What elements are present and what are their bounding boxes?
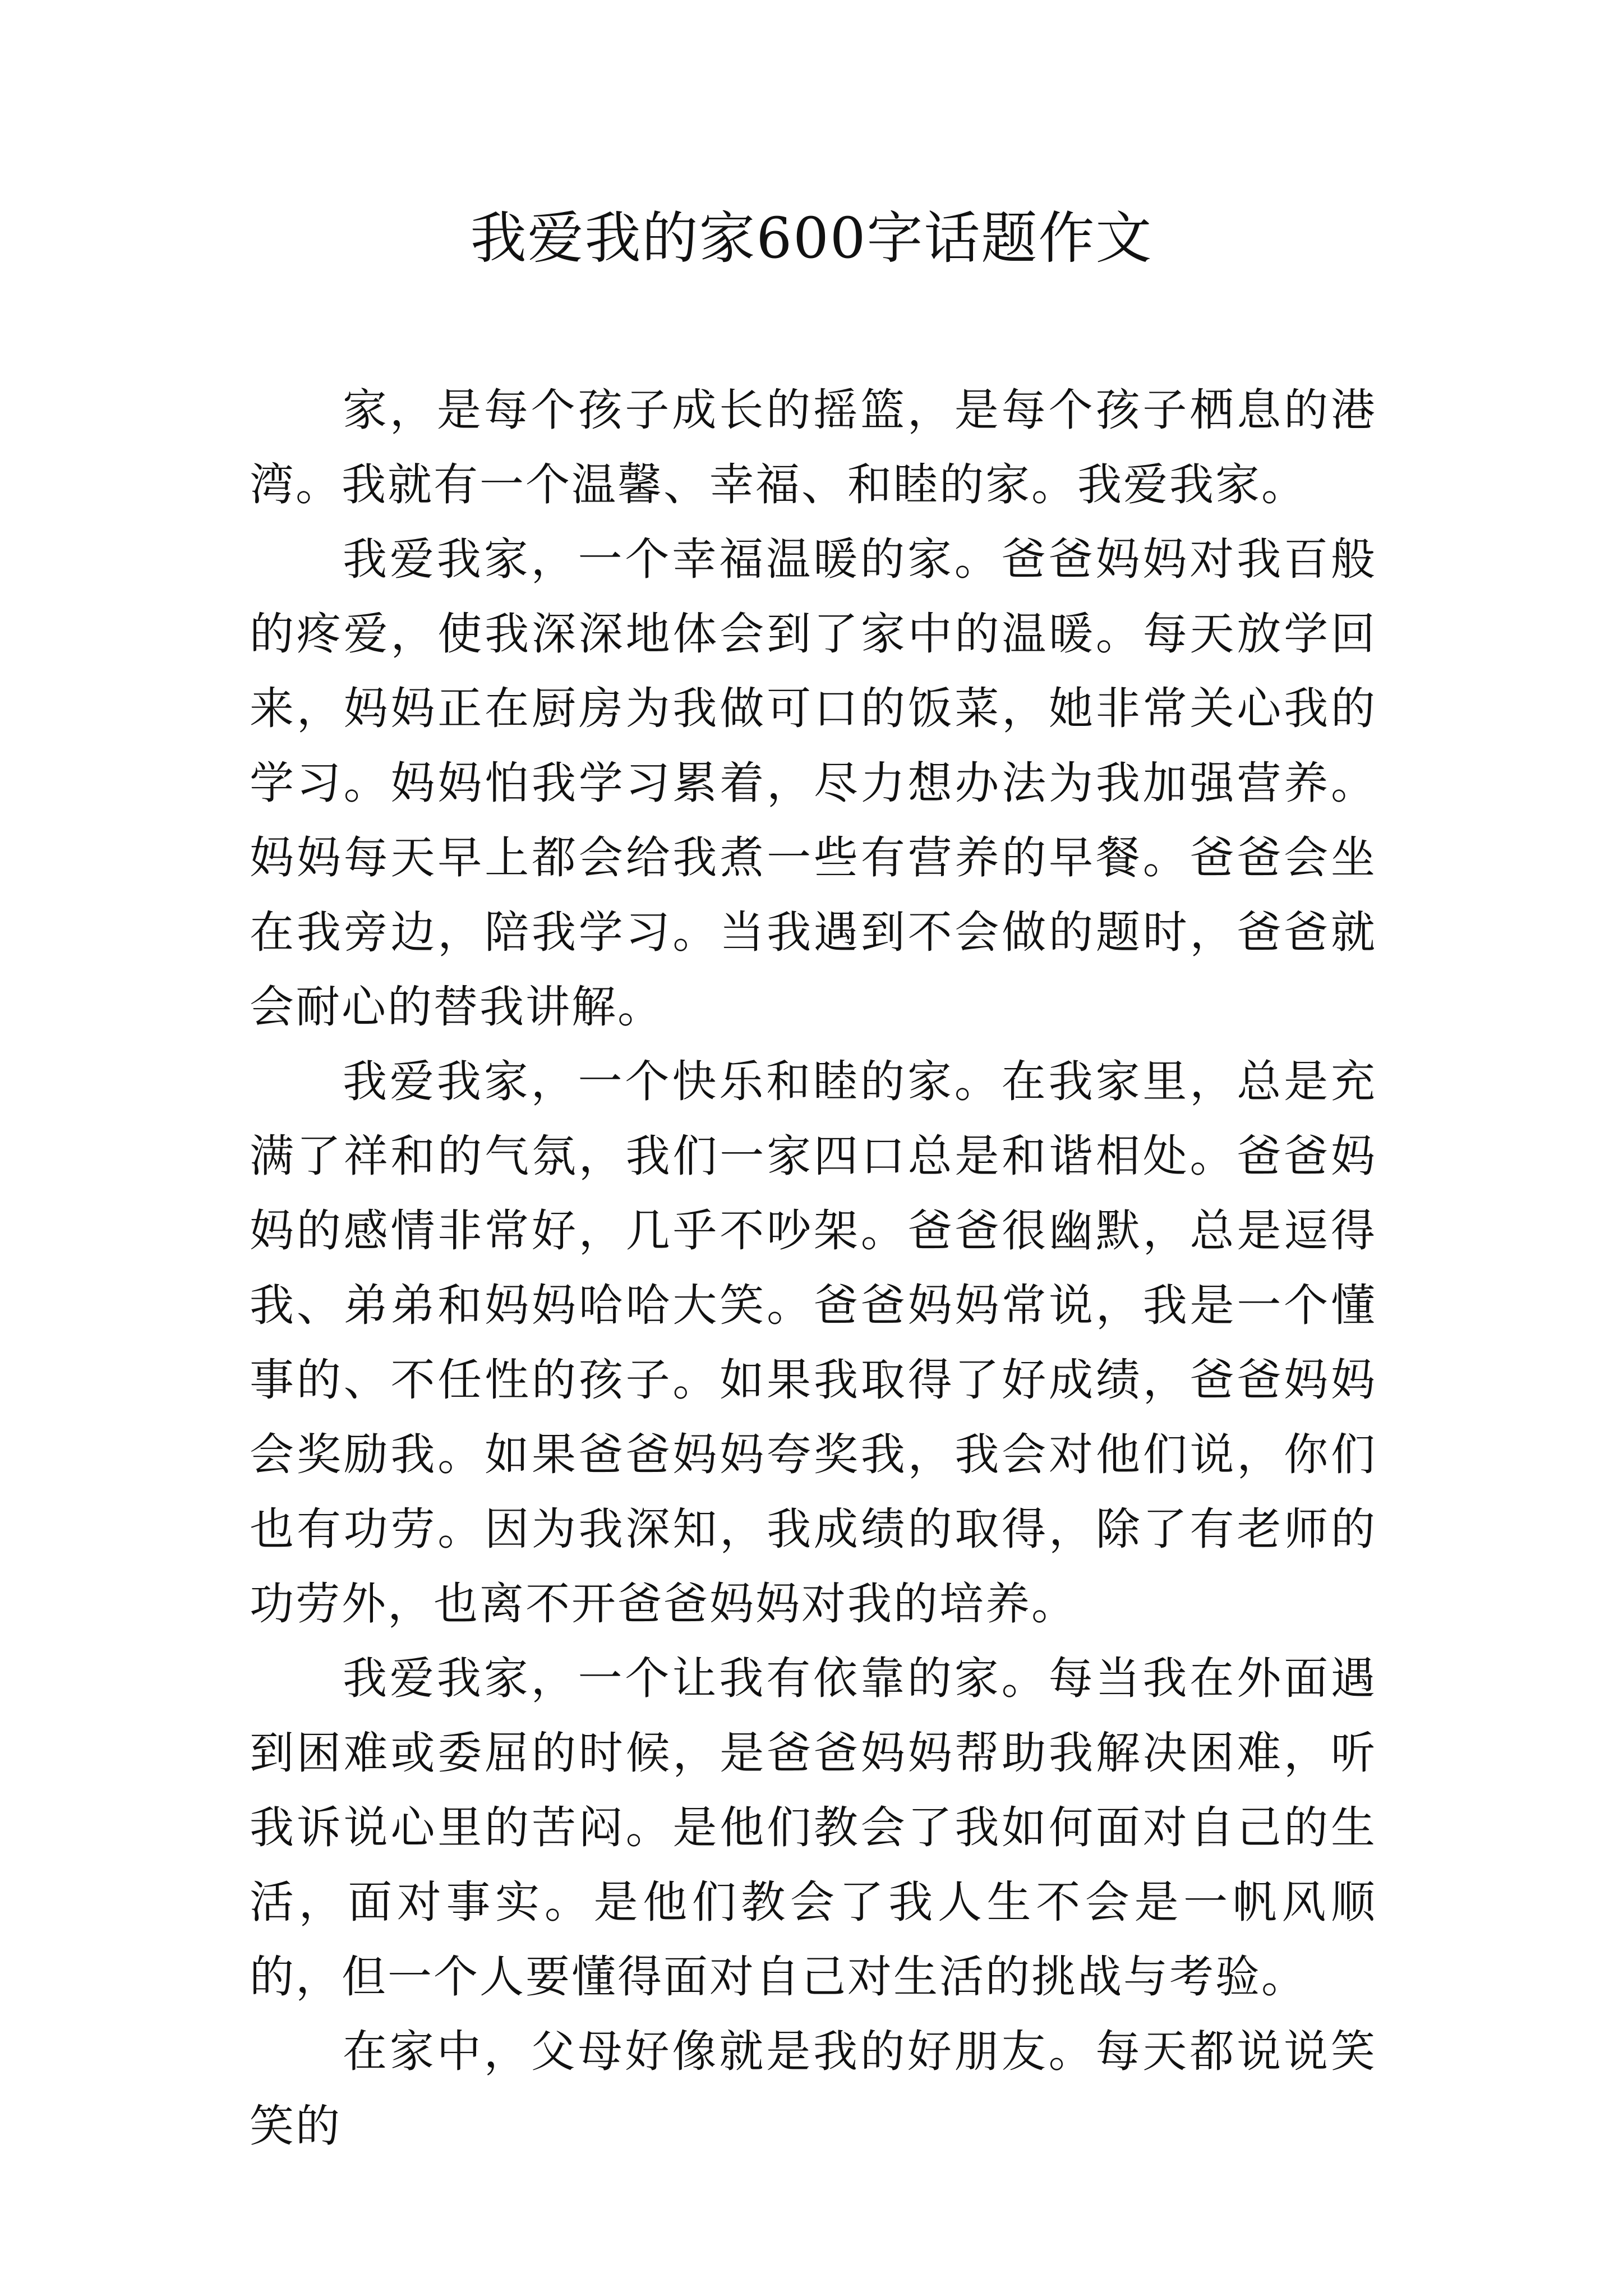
paragraph-5: 在家中，父母好像就是我的好朋友。每天都说说笑笑的 [250,2026,1377,2152]
paragraph-2: 我爱我家，一个幸福温暖的家。爸爸妈妈对我百般的疼爱，使我深深地体会到了家中的温暖。每天放学回来，妈妈正在厨房为我做可口的饭菜，她非常关心我的学习。妈妈怕我学习累着，尽力想办法为我加强营养。妈妈每天早上都会给我煮一些有营养的早餐。爸爸会坐在我旁边，陪我学习。当我遇到不会做的题时，爸爸就会耐心的替我讲解。 [250,533,1377,1033]
paragraph-1: 家，是每个孩子成长的摇篮，是每个孩子栖息的港湾。我就有一个温馨、幸福、和睦的家。我爱我家。 [250,384,1377,510]
paragraph-3: 我爱我家，一个快乐和睦的家。在我家里，总是充满了祥和的气氛，我们一家四口总是和谐相处。爸爸妈妈的感情非常好，几乎不吵架。爸爸很幽默，总是逗得我、弟弟和妈妈哈哈大笑。爸爸妈妈常说，我是一个懂事的、不任性的孩子。如果我取得了好成绩，爸爸妈妈会奖励我。如果爸爸妈妈夸奖我，我会对他们说，你们也有功劳。因为我深知，我成绩的取得，除了有老师的功劳外，也离不开爸爸妈妈对我的培养。 [250,1056,1377,1630]
paragraph-4: 我爱我家，一个让我有依靠的家。每当我在外面遇到困难或委屈的时候，是爸爸妈妈帮助我解决困难，听我诉说心里的苦闷。是他们教会了我如何面对自己的生活，面对事实。是他们教会了我人生不会是一帆风顺的，但一个人要懂得面对自己对生活的挑战与考验。 [250,1653,1377,2003]
document-title: 我爱我的家600字话题作文 [470,205,1153,271]
document-body [250,373,1377,2164]
